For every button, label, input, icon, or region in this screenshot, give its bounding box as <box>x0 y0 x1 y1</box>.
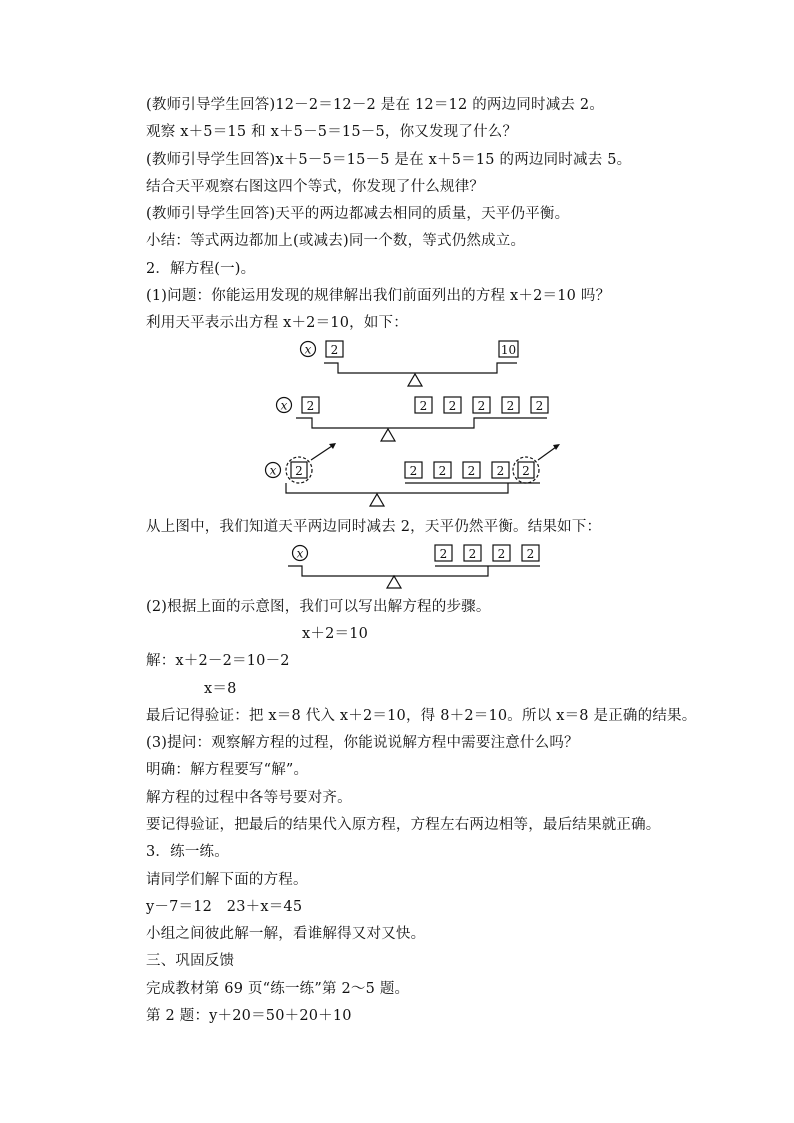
weight-label: 2 <box>468 547 477 561</box>
weight-label: 2 <box>522 464 530 478</box>
text-line-balance-intro: 利用天平表示出方程 x＋2＝10，如下： <box>146 315 408 331</box>
text-line-practice-intro: 请同学们解下面的方程。 <box>146 872 308 888</box>
text-line-exercise-2: 第 2 题：y＋20＝50＋20＋10 <box>146 1008 352 1024</box>
weight-label: 2 <box>448 399 457 413</box>
text-line-6: 小结：等式两边都加上(或减去)同一个数，等式仍然成立。 <box>146 233 526 249</box>
weight-label: 10 <box>500 343 517 357</box>
weight-label: 2 <box>526 547 535 561</box>
arrow-icon <box>311 446 332 460</box>
text-line-question-1: (1)问题：你能运用发现的规律解出我们前面列出的方程 x＋2＝10 吗？ <box>146 288 611 304</box>
weight-label: 2 <box>419 399 428 413</box>
text-line-textbook: 完成教材第 69 页“练一练”第 2～5 题。 <box>146 981 410 997</box>
text-line-1: (教师引导学生回答)12－2＝12－2 是在 12＝12 的两边同时减去 2。 <box>146 97 605 113</box>
weight-label: 2 <box>467 464 476 478</box>
unknown-label: x <box>280 398 288 413</box>
section-heading-practice: 3．练一练。 <box>146 844 229 860</box>
weight-label: 2 <box>295 464 303 478</box>
weight-label: 2 <box>438 464 447 478</box>
text-line-2: 观察 x＋5＝15 和 x＋5－5＝15－5，你又发现了什么？ <box>146 124 518 140</box>
solution-step-2: x＝8 <box>204 681 237 697</box>
practice-equations: y－7＝12 23＋x＝45 <box>146 899 303 915</box>
text-line-verification: 最后记得验证：把 x＝8 代入 x＋2＝10，得 8＋2＝10。所以 x＝8 是正确的结果。 <box>146 708 697 724</box>
unknown-label: x <box>296 546 304 561</box>
weight-label: 2 <box>439 547 448 561</box>
balance-diagrams-top <box>250 336 580 514</box>
weight-label: 2 <box>506 399 515 413</box>
text-line-4: 结合天平观察右图这四个等式，你发现了什么规律？ <box>146 179 485 195</box>
unknown-label: x <box>304 342 312 357</box>
text-line-clarify-1: 明确：解方程要写“解”。 <box>146 762 309 778</box>
text-line-clarify-2: 解方程的过程中各等号要对齐。 <box>146 790 352 806</box>
weight-label: 2 <box>497 547 506 561</box>
text-line-result-intro: 从上图中，我们知道天平两边同时减去 2，天平仍然平衡。结果如下： <box>146 519 602 535</box>
text-line-question-3: (3)提问：观察解方程的过程，你能说说解方程中需要注意什么吗？ <box>146 735 579 751</box>
text-line-group-work: 小组之间彼此解一解，看谁解得又对又快。 <box>146 926 426 942</box>
text-line-3: (教师引导学生回答)x＋5－5＝15－5 是在 x＋5＝15 的两边同时减去 5。 <box>146 152 632 168</box>
solution-step-1: 解：x＋2－2＝10－2 <box>146 653 290 669</box>
arrow-icon <box>538 447 556 460</box>
text-line-5: (教师引导学生回答)天平的两边都减去相同的质量，天平仍平衡。 <box>146 206 570 222</box>
unknown-label: x <box>269 463 277 478</box>
weight-label: 2 <box>306 399 315 413</box>
text-line-steps-intro: (2)根据上面的示意图，我们可以写出解方程的步骤。 <box>146 599 491 615</box>
weight-label: 2 <box>330 343 339 357</box>
balance-diagram-result <box>250 540 580 592</box>
weight-label: 2 <box>477 399 486 413</box>
weight-label: 2 <box>535 399 544 413</box>
text-line-clarify-3: 要记得验证，把最后的结果代入原方程，方程左右两边相等，最后结果就正确。 <box>146 817 661 833</box>
section-heading-solve-equation: 2．解方程(一)。 <box>146 261 256 277</box>
weight-label: 2 <box>409 464 418 478</box>
section-heading-consolidation: 三、巩固反馈 <box>146 953 235 969</box>
weight-label: 2 <box>496 464 505 478</box>
equation-original: x＋2＝10 <box>302 626 369 642</box>
